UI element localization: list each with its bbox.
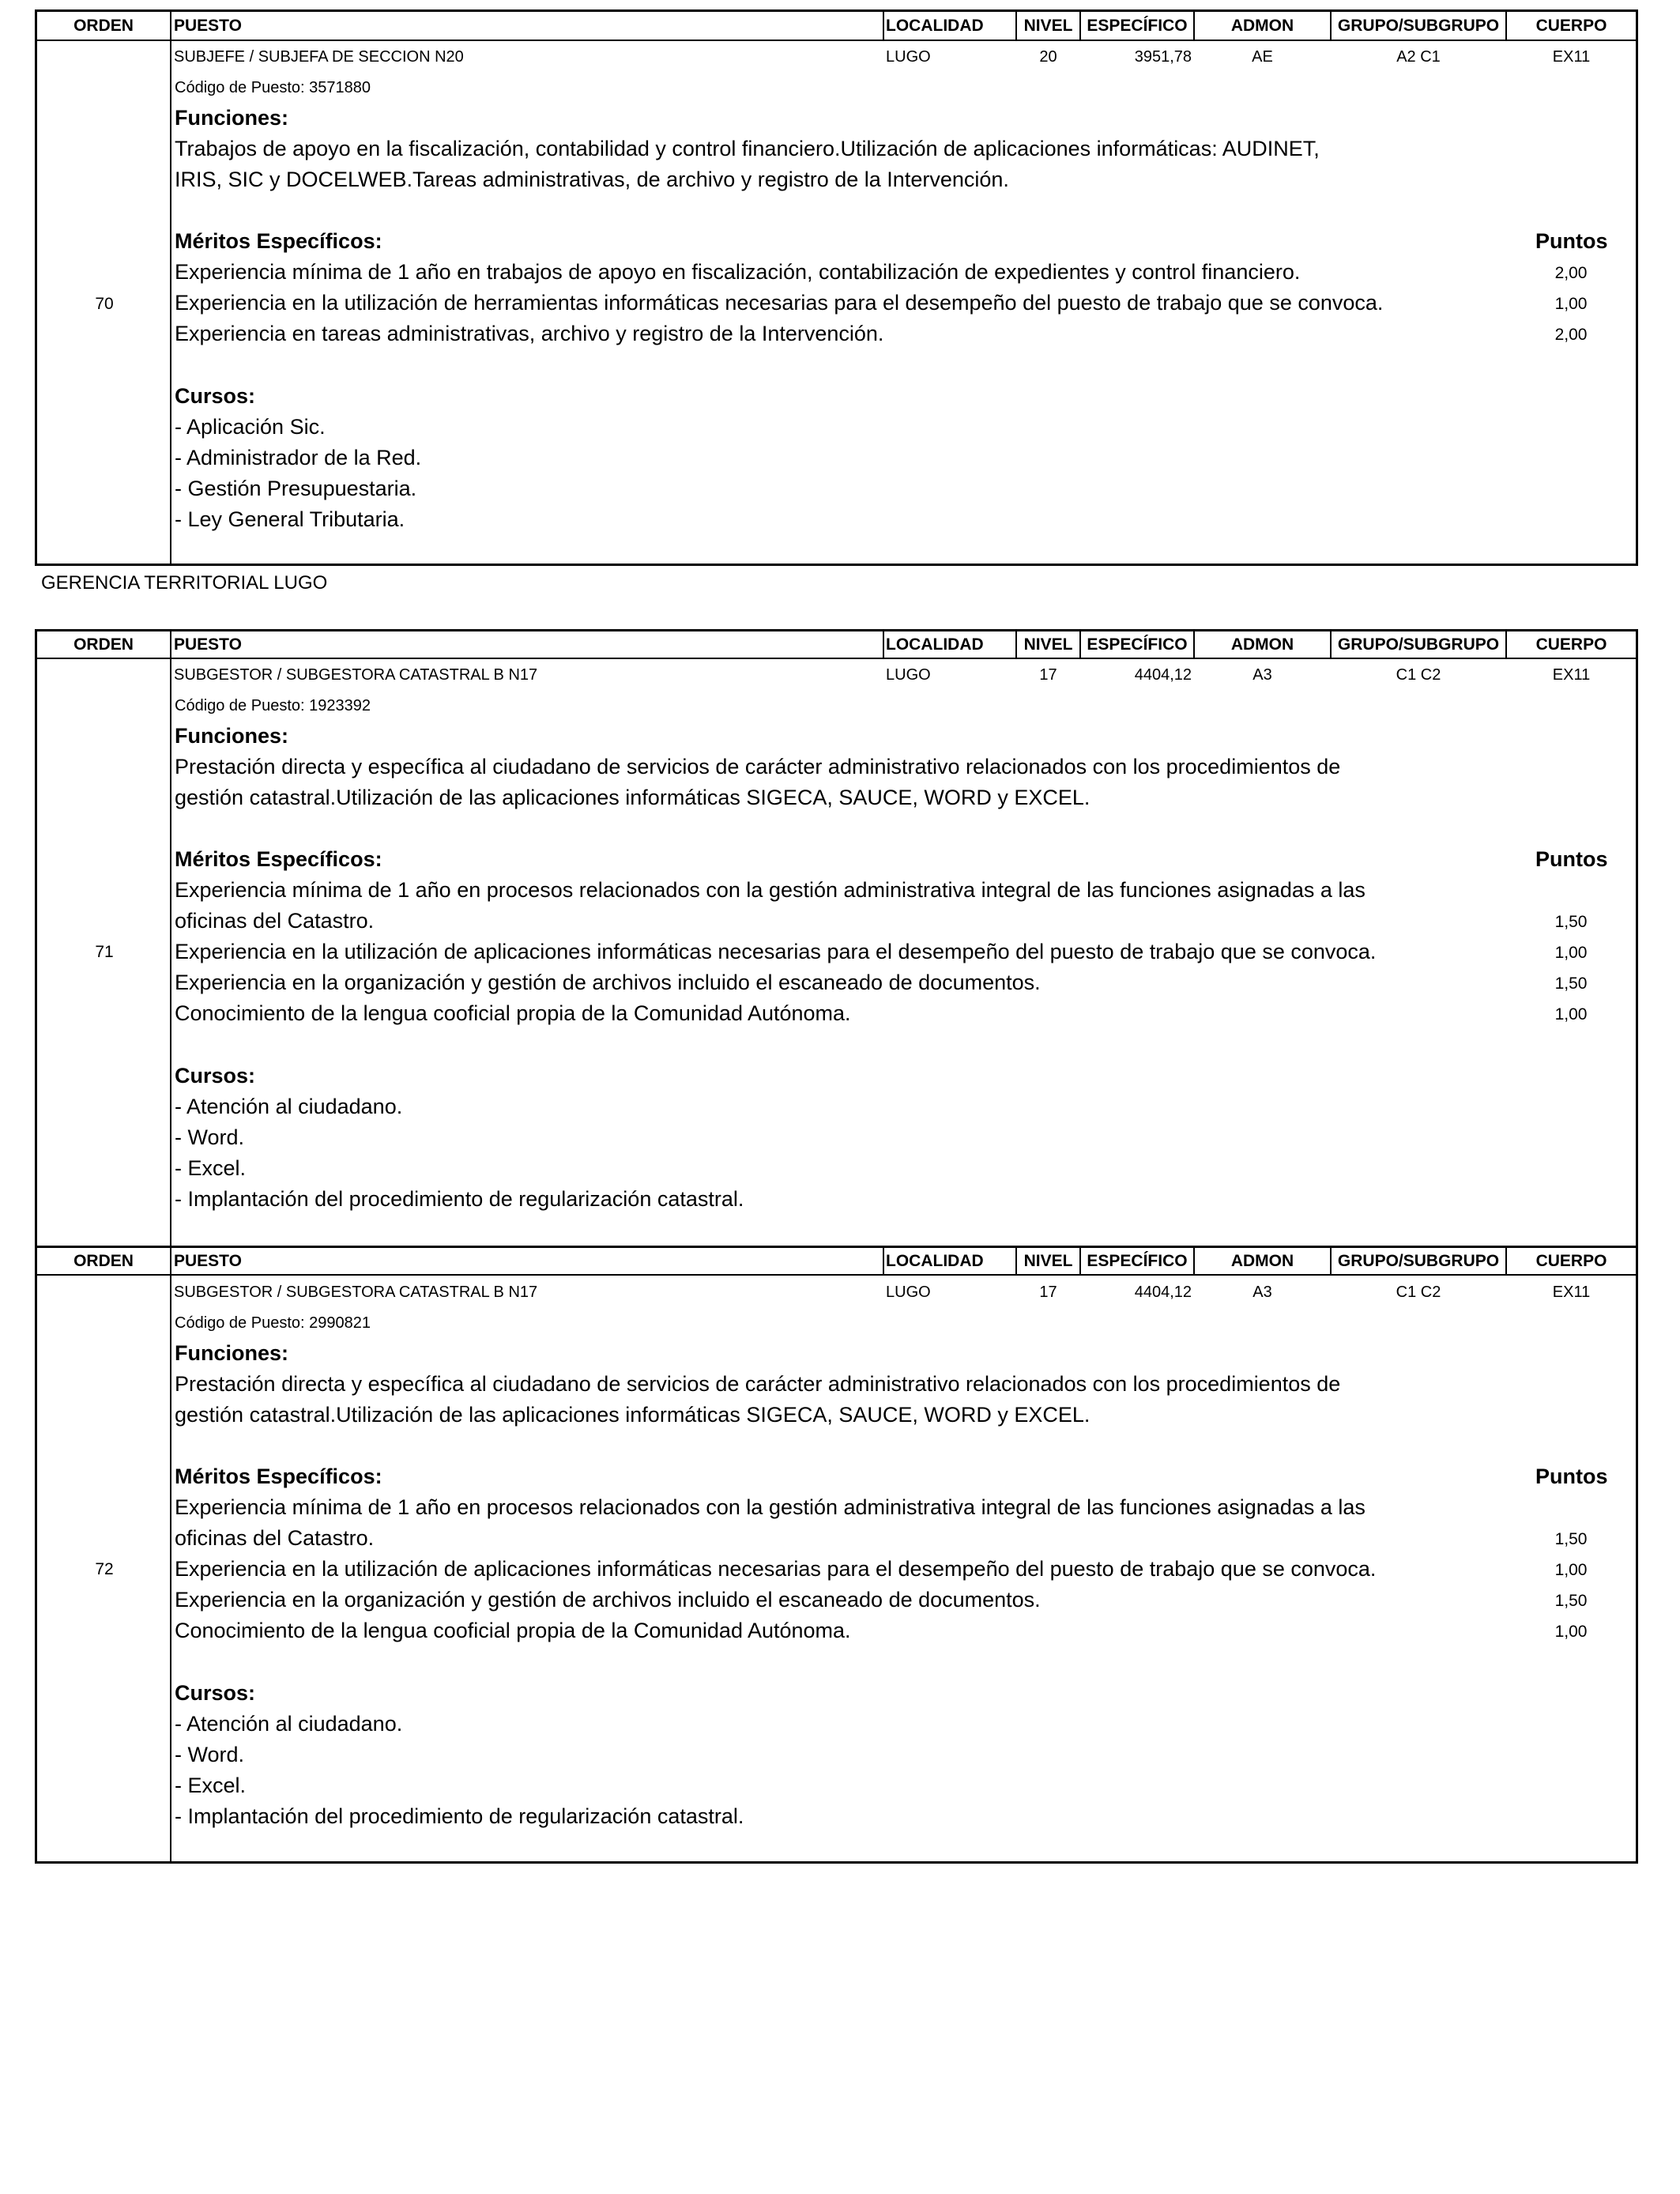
meritos-heading: Méritos Específicos: bbox=[175, 229, 382, 253]
meritos-heading: Méritos Específicos: bbox=[175, 847, 382, 871]
curso-item: - Implantación del procedimiento de regularización catastral. bbox=[175, 1804, 744, 1828]
header-cuerpo: CUERPO bbox=[1535, 635, 1607, 654]
especifico-value: 4404,12 bbox=[1134, 1284, 1192, 1301]
codigo-puesto: Código de Puesto: 2990821 bbox=[175, 1314, 371, 1332]
puesto-title: SUBJEFE / SUBJEFA DE SECCION N20 bbox=[174, 48, 464, 66]
curso-item: - Aplicación Sic. bbox=[175, 415, 326, 439]
nivel-value: 17 bbox=[1039, 666, 1057, 684]
curso-item: - Atención al ciudadano. bbox=[175, 1712, 403, 1736]
header-orden: ORDEN bbox=[73, 635, 134, 654]
header-orden: ORDEN bbox=[73, 1252, 134, 1270]
grupo-value: C1 C2 bbox=[1396, 666, 1441, 684]
admon-value: A3 bbox=[1252, 666, 1272, 684]
funciones-heading: Funciones: bbox=[175, 1341, 289, 1365]
funciones-line: Prestación directa y específica al ciudadano de servicios de carácter administrativo relacionados con los procedimientos de bbox=[175, 1372, 1341, 1396]
curso-item: - Implantación del procedimiento de regularización catastral. bbox=[175, 1187, 744, 1211]
localidad-value: LUGO bbox=[886, 48, 931, 66]
cursos-heading: Cursos: bbox=[175, 1681, 256, 1705]
merito-text: Conocimiento de la lengua cooficial propia de la Comunidad Autónoma. bbox=[175, 1001, 851, 1025]
merito-text: Experiencia en la utilización de herramientas informáticas necesarias para el desempeño del puesto de trabajo que se convoca. bbox=[175, 291, 1384, 315]
especifico-value: 4404,12 bbox=[1134, 666, 1192, 684]
curso-item: - Excel. bbox=[175, 1774, 247, 1797]
merito-text: Experiencia mínima de 1 año en trabajos de apoyo en fiscalización, contabilización de expedientes y control financiero. bbox=[175, 260, 1301, 284]
admon-value: AE bbox=[1252, 48, 1273, 66]
cursos-heading: Cursos: bbox=[175, 1064, 256, 1088]
header-cuerpo: CUERPO bbox=[1535, 1252, 1607, 1270]
curso-item: - Atención al ciudadano. bbox=[175, 1095, 403, 1118]
header-puesto: PUESTO bbox=[174, 635, 242, 654]
header-nivel: NIVEL bbox=[1023, 17, 1073, 35]
merito-text: Experiencia en la organización y gestión de archivos incluido el escaneado de documentos. bbox=[175, 971, 1041, 994]
merito-text: oficinas del Catastro. bbox=[175, 1526, 375, 1550]
section-label: GERENCIA TERRITORIAL LUGO bbox=[41, 572, 328, 594]
puntos-heading: Puntos bbox=[1535, 1465, 1608, 1488]
puntos-heading: Puntos bbox=[1535, 229, 1608, 253]
merito-puntos: 1,00 bbox=[1554, 1561, 1588, 1579]
puesto-title: SUBGESTOR / SUBGESTORA CATASTRAL B N17 bbox=[174, 1284, 538, 1301]
curso-item: - Ley General Tributaria. bbox=[175, 507, 405, 531]
header-admon: ADMON bbox=[1230, 17, 1294, 35]
merito-text: Experiencia mínima de 1 año en procesos relacionados con la gestión administrativa integral de las funciones asignadas a las bbox=[175, 878, 1365, 902]
header-especifico: ESPECÍFICO bbox=[1087, 1252, 1188, 1270]
funciones-heading: Funciones: bbox=[175, 724, 289, 748]
orden-number: 70 bbox=[95, 295, 114, 313]
curso-item: - Gestión Presupuestaria. bbox=[175, 477, 417, 500]
header-puesto: PUESTO bbox=[174, 1252, 242, 1270]
curso-item: - Word. bbox=[175, 1125, 245, 1149]
localidad-value: LUGO bbox=[886, 1284, 931, 1301]
grupo-value: C1 C2 bbox=[1396, 1284, 1441, 1301]
header-localidad: LOCALIDAD bbox=[886, 1252, 984, 1270]
merito-puntos: 1,50 bbox=[1554, 1592, 1588, 1610]
merito-text: Experiencia en tareas administrativas, archivo y registro de la Intervención. bbox=[175, 322, 884, 345]
merito-puntos: 1,50 bbox=[1554, 974, 1588, 993]
grupo-value: A2 C1 bbox=[1396, 48, 1441, 66]
merito-text: oficinas del Catastro. bbox=[175, 909, 375, 933]
header-nivel: NIVEL bbox=[1023, 1252, 1073, 1270]
header-puesto: PUESTO bbox=[174, 17, 242, 35]
merito-text: Experiencia en la utilización de aplicaciones informáticas necesarias para el desempeño del puesto de trabajo que se convoca. bbox=[175, 940, 1377, 963]
header-grupo: GRUPO/SUBGRUPO bbox=[1337, 1252, 1500, 1270]
header-especifico: ESPECÍFICO bbox=[1087, 635, 1188, 654]
curso-item: - Excel. bbox=[175, 1156, 247, 1180]
funciones-heading: Funciones: bbox=[175, 106, 289, 130]
admon-value: A3 bbox=[1252, 1284, 1272, 1301]
header-orden: ORDEN bbox=[73, 17, 134, 35]
funciones-line: Prestación directa y específica al ciudadano de servicios de carácter administrativo relacionados con los procedimientos de bbox=[175, 755, 1341, 778]
merito-puntos: 1,50 bbox=[1554, 913, 1588, 931]
funciones-line: gestión catastral.Utilización de las aplicaciones informáticas SIGECA, SAUCE, WORD y EXCEL. bbox=[175, 1403, 1090, 1427]
codigo-puesto: Código de Puesto: 3571880 bbox=[175, 79, 371, 96]
header-nivel: NIVEL bbox=[1023, 635, 1073, 654]
merito-text: Experiencia mínima de 1 año en procesos relacionados con la gestión administrativa integral de las funciones asignadas a las bbox=[175, 1495, 1365, 1519]
curso-item: - Administrador de la Red. bbox=[175, 446, 422, 469]
puesto-title: SUBGESTOR / SUBGESTORA CATASTRAL B N17 bbox=[174, 666, 538, 684]
merito-text: Experiencia en la organización y gestión de archivos incluido el escaneado de documentos. bbox=[175, 1588, 1041, 1612]
merito-puntos: 1,00 bbox=[1554, 295, 1588, 313]
header-grupo: GRUPO/SUBGRUPO bbox=[1337, 635, 1500, 654]
nivel-value: 17 bbox=[1039, 1284, 1057, 1301]
codigo-puesto: Código de Puesto: 1923392 bbox=[175, 697, 371, 714]
header-cuerpo: CUERPO bbox=[1535, 17, 1607, 35]
funciones-line: IRIS, SIC y DOCELWEB.Tareas administrativas, de archivo y registro de la Intervención. bbox=[175, 168, 1009, 191]
curso-item: - Word. bbox=[175, 1743, 245, 1766]
header-localidad: LOCALIDAD bbox=[886, 635, 984, 654]
merito-puntos: 1,50 bbox=[1554, 1530, 1588, 1548]
cursos-heading: Cursos: bbox=[175, 384, 256, 408]
puntos-heading: Puntos bbox=[1535, 847, 1608, 871]
meritos-heading: Méritos Específicos: bbox=[175, 1465, 382, 1488]
merito-text: Conocimiento de la lengua cooficial propia de la Comunidad Autónoma. bbox=[175, 1619, 851, 1642]
localidad-value: LUGO bbox=[886, 666, 931, 684]
merito-puntos: 1,00 bbox=[1554, 1623, 1588, 1641]
header-especifico: ESPECÍFICO bbox=[1087, 17, 1188, 35]
nivel-value: 20 bbox=[1039, 48, 1057, 66]
especifico-value: 3951,78 bbox=[1134, 48, 1192, 66]
header-localidad: LOCALIDAD bbox=[886, 17, 984, 35]
funciones-line: gestión catastral.Utilización de las aplicaciones informáticas SIGECA, SAUCE, WORD y EXCEL. bbox=[175, 786, 1090, 809]
cuerpo-value: EX11 bbox=[1552, 666, 1591, 684]
merito-puntos: 2,00 bbox=[1554, 264, 1588, 282]
orden-number: 71 bbox=[95, 943, 114, 961]
merito-puntos: 2,00 bbox=[1554, 326, 1588, 344]
header-admon: ADMON bbox=[1230, 1252, 1294, 1270]
merito-text: Experiencia en la utilización de aplicaciones informáticas necesarias para el desempeño del puesto de trabajo que se convoca. bbox=[175, 1557, 1377, 1581]
cuerpo-value: EX11 bbox=[1552, 1284, 1591, 1301]
funciones-line: Trabajos de apoyo en la fiscalización, contabilidad y control financiero.Utilización de aplicaciones informáticas: AUDINET, bbox=[175, 137, 1320, 160]
header-grupo: GRUPO/SUBGRUPO bbox=[1337, 17, 1500, 35]
merito-puntos: 1,00 bbox=[1554, 944, 1588, 962]
merito-puntos: 1,00 bbox=[1554, 1005, 1588, 1023]
header-admon: ADMON bbox=[1230, 635, 1294, 654]
cuerpo-value: EX11 bbox=[1552, 48, 1591, 66]
orden-number: 72 bbox=[95, 1560, 114, 1578]
